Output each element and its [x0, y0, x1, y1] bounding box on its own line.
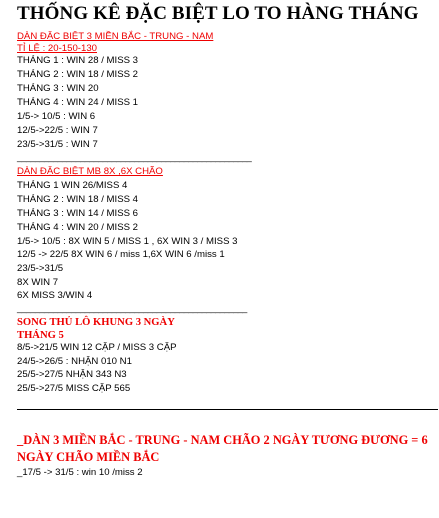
section2-heading: DÀN ĐẶC BIỆT MB 8X ,6X CHÃO: [17, 166, 163, 177]
section1-ratio: TỈ LỆ : 20-150-130: [17, 43, 97, 54]
section3-line: 8/5->21/5 WIN 12 CẶP / MISS 3 CẶP: [17, 342, 177, 353]
separator: ____________________________________________________: [17, 152, 252, 162]
section2-line: THÁNG 2 : WIN 18 / MISS 4: [17, 194, 139, 205]
page-title: THỐNG KÊ ĐẶC BIỆT LO TO HÀNG THÁNG: [17, 3, 419, 24]
section2-line: 1/5-> 10/5 : 8X WIN 5 / MISS 1 , 6X WIN 3 / MISS 3: [17, 236, 238, 247]
section3-subheading: THÁNG 5: [17, 330, 64, 341]
section1-line: THÁNG 3 : WIN 20: [17, 83, 99, 94]
horizontal-rule: [17, 409, 438, 410]
section2-line: 6X MISS 3/WIN 4: [17, 290, 93, 301]
section2-line: THÁNG 3 : WIN 14 / MISS 6: [17, 208, 139, 219]
section4-heading: _DÀN 3 MIỀN BẮC - TRUNG - NAM CHÃO 2 NGÀY TƯƠNG ĐƯƠNG = 6 NGÀY CHÃO MIỀN BẮC: [17, 433, 428, 464]
section1-line: THÁNG 1 : WIN 28 / MISS 3: [17, 55, 139, 66]
section1-heading: DÀN ĐẶC BIỆT 3 MIỀN BẮC - TRUNG - NAM: [17, 31, 214, 42]
section1-line: 12/5->22/5 : WIN 7: [17, 125, 98, 136]
section1-line: THÁNG 4 : WIN 24 / MISS 1: [17, 97, 139, 108]
section1-line: 1/5-> 10/5 : WIN 6: [17, 111, 96, 122]
section2-line: 23/5->31/5: [17, 263, 64, 274]
section3-line: 24/5->26/5 : NHẬN 010 N1: [17, 356, 132, 367]
section2-line: 8X WIN 7: [17, 277, 59, 288]
separator: ___________________________________________________: [17, 303, 247, 313]
section3-line: 25/5->27/5 MISS CẶP 565: [17, 383, 131, 394]
section3-heading: SONG THỦ LÔ KHUNG 3 NGÀY: [17, 317, 175, 328]
section1-line: 23/5->31/5 : WIN 7: [17, 139, 98, 150]
section2-line: 12/5 -> 22/5 8X WIN 6 / miss 1,6X WIN 6 /miss 1: [17, 249, 225, 260]
section4-line: _17/5 -> 31/5 : win 10 /miss 2: [17, 467, 143, 478]
section2-line: THÁNG 1 WIN 26/MISS 4: [17, 180, 128, 191]
section3-line: 25/5->27/5 NHẬN 343 N3: [17, 369, 127, 380]
section2-line: THÁNG 4 : WIN 20 / MISS 2: [17, 222, 139, 233]
section1-line: THÁNG 2 : WIN 18 / MISS 2: [17, 69, 139, 80]
